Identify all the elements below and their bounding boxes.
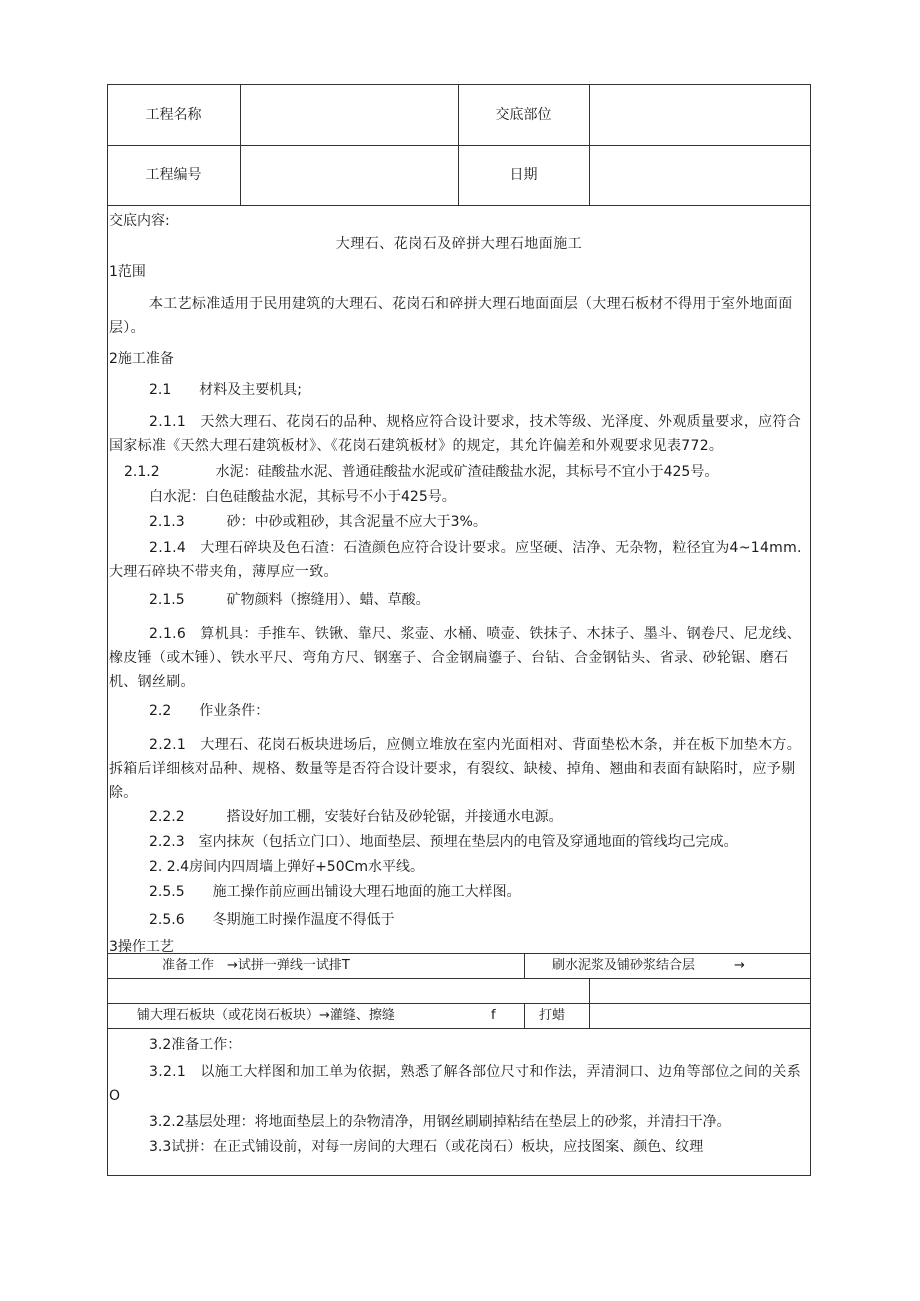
- flow-row1-left: 准备工作 →试拼一弹线一试排T: [162, 958, 350, 973]
- item-3-2-2: 3.2.2基层处理：将地面垫层上的杂物清净，用钢丝刷刷掉粘结在垫层上的砂浆，并清扫干净。: [149, 1114, 731, 1130]
- date-label: 日期: [509, 167, 538, 183]
- header-divider-1: [107, 145, 811, 146]
- flow-top-line: [107, 953, 811, 954]
- header-col-line-1: [240, 84, 241, 205]
- section-2-heading: 2施工准备: [109, 351, 174, 367]
- item-2-1: 2.1 材料及主要机具;: [149, 382, 302, 398]
- handover-part-label: 交底部位: [495, 107, 552, 123]
- item-2-2-3: 2.2.3 室内抹灰（包括立门口）、地面垫层、预埋在垫层内的电管及穿通地面的管线均己完成。: [149, 834, 738, 850]
- section-1-heading: 1范围: [109, 264, 146, 280]
- flow-line-3: [107, 1003, 811, 1004]
- flow-divider-row2-3: [589, 978, 590, 1028]
- item-2-2-2: 2.2.2 搭设好加工棚，安装好台钻及砂轮锯，并接通水电源。: [149, 809, 563, 825]
- header-divider-2: [107, 205, 811, 206]
- flow-bottom-line: [107, 1028, 811, 1029]
- item-2-1-5: 2.1.5 矿物颜料（擦缝用）、蜡、草酸。: [149, 592, 430, 608]
- item-2-5-5: 2.5.5 施工操作前应画出铺设大理石地面的施工大样图。: [149, 884, 521, 900]
- project-name-label: 工程名称: [145, 107, 202, 123]
- item-2-1-2: 2.1.2 水泥：硅酸盐水泥、普通硅酸盐水泥或矿渣硅酸盐水泥，其标号不宜小于425号。: [124, 464, 719, 480]
- header-col-line-2: [458, 84, 459, 205]
- section-1-text: 本工艺标准适用于民用建筑的大理石、花岗石和碎拼大理石地面面层（大理石板材不得用于室外地面面层）。: [109, 296, 793, 336]
- item-2-1-2-white-cement: 白水泥：白色硅酸盐水泥，其标号不小于425号。: [149, 489, 456, 505]
- item-2-1-6: 2.1.6 算机具：手推车、铁锹、靠尺、浆壶、水桶、喷壶、铁抹子、木抹子、墨斗、钢卷尺、尼龙线、橡皮锤（或木锤）、铁水平尺、弯角方尺、钢塞子、合金钢扁鎏子、台钻、合金钢钻头、省录、砂轮锯、磨石机、钢丝刷。: [109, 626, 802, 690]
- item-2-1-3: 2.1.3 砂：中砂或粗砂，其含泥量不应大于3%。: [149, 514, 487, 530]
- flow-divider-row3: [524, 1003, 525, 1028]
- header-col-line-3: [589, 84, 590, 205]
- flow-row3-arrow: f: [491, 1008, 496, 1023]
- flow-divider-row1: [524, 953, 525, 978]
- item-2-2-4: 2. 2.4房间内四周墙上弹好+50Cm水平线。: [149, 859, 425, 875]
- item-2-1-4: 2.1.4 大理石碎块及色石渣：石渣颜色应符合设计要求。应坚硬、洁净、无杂物，粒径宜为4~14mm.大理石碎块不带夹角，薄厚应一致。: [109, 540, 802, 580]
- item-2-2: 2.2 作业条件：: [149, 703, 270, 719]
- item-2-1-1: 2.1.1 天然大理石、花岗石的品种、规格应符合设计要求，技术等级、光泽度、外观质量要求，应符合国家标准《天然大理石建筑板材》、《花岗石建筑板材》的规定，其允许偏差和外观要求见表772。: [109, 414, 802, 454]
- section-3-heading: 3操作工艺: [109, 939, 174, 955]
- item-2-2-1: 2.2.1 大理石、花岗石板块进场后，应侧立堆放在室内光面相对、背面垫松木条，并在板下加垫木方。拆箱后详细核对品种、规格、数量等是否符合设计要求，有裂纹、缺棱、掉角、翘曲和表面有缺陷时，应予剔除。: [109, 737, 802, 801]
- item-3-2-1: 3.2.1 以施工大样图和加工单为依据，熟悉了解各部位尺寸和作法，弄清洞口、边角等部位之间的关系O: [109, 1064, 802, 1104]
- flow-line-2: [107, 978, 811, 979]
- document-title: 大理石、花岗石及碎拼大理石地面施工: [335, 236, 583, 252]
- flow-row3-left: 铺大理石板块（或花岗石板块）→灌缝、擦缝: [137, 1008, 395, 1023]
- item-3-2: 3.2准备工作：: [149, 1037, 242, 1053]
- item-2-5-6: 2.5.6 冬期施工时操作温度不得低于: [149, 912, 395, 928]
- content-label: 交底内容:: [109, 213, 170, 229]
- flow-row1-right: 刷水泥浆及铺砂浆结合层 →: [552, 958, 745, 973]
- item-3-3: 3.3试拼：在正式铺设前，对每一房间的大理石（或花岗石）板块，应技图案、颜色、纹理: [149, 1139, 704, 1155]
- flow-row3-right: 打蜡: [539, 1008, 566, 1023]
- project-no-label: 工程编号: [145, 167, 202, 183]
